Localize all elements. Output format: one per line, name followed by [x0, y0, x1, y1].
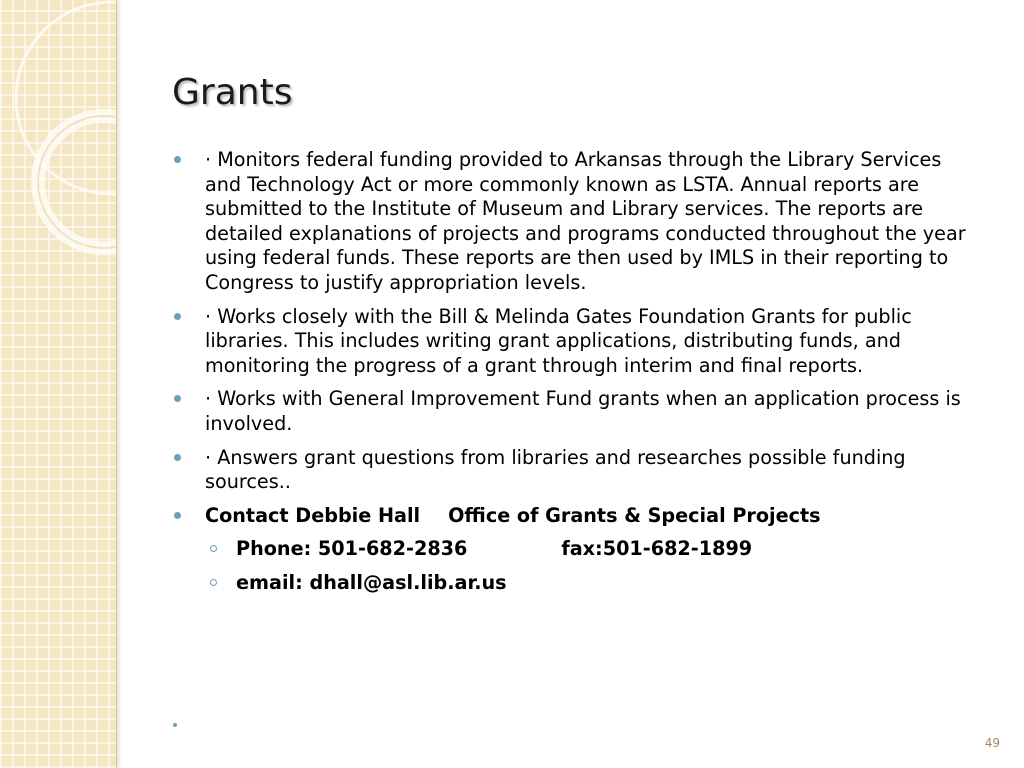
contact-phone: Phone: 501-682-2836 [236, 537, 468, 561]
bullet-icon [174, 313, 181, 320]
list-item-text: · Answers grant questions from libraries and researches possible funding sources.. [205, 445, 906, 494]
contact-email-line [172, 571, 972, 596]
list-item-text: · Works closely with the Bill & Melinda Gates Foundation Grants for public libraries. This includes writing grant applications, distributing funds, and monitoring the progress of a grant through interim and final reports. [205, 304, 912, 377]
contact-name: Contact Debbie Hall [205, 503, 421, 527]
list-item [172, 305, 972, 379]
empty-bullet-icon [173, 723, 177, 727]
contact-line [172, 504, 972, 529]
list-item [172, 446, 972, 495]
contact-fax: fax:501-682-1899 [561, 537, 753, 561]
bullet-icon [174, 156, 181, 163]
list-item-text: · Monitors federal funding provided to Arkansas through the Library Services and Technology Act or more commonly known as LSTA. Annual reports are submitted to the Institute of Museum and Library services. The reports are detailed explanations of projects and programs conducted throughout the year using federal funds. These reports are then used by IMLS in their reporting to Congress to justify appropriation levels. [205, 148, 966, 294]
sub-bullet-icon [210, 545, 217, 552]
list-item-text: · Works with General Improvement Fund grants when an application process is involved. [205, 387, 961, 435]
list-item [172, 148, 972, 296]
sub-bullet-icon [210, 579, 217, 586]
contact-phone-line [172, 537, 972, 562]
page-number: 49 [984, 736, 1000, 750]
decorative-sidebar [0, 0, 117, 768]
contact-email: email: dhall@asl.lib.ar.us [236, 570, 507, 594]
bullet-icon [174, 395, 181, 402]
bullet-icon [174, 512, 181, 519]
slide-content [172, 148, 972, 605]
slide-title: Grants [172, 72, 293, 113]
bullet-icon [174, 454, 181, 461]
decorative-rings-icon [0, 0, 116, 260]
contact-office: Office of Grants & Special Projects [448, 503, 821, 527]
list-item [172, 387, 972, 436]
